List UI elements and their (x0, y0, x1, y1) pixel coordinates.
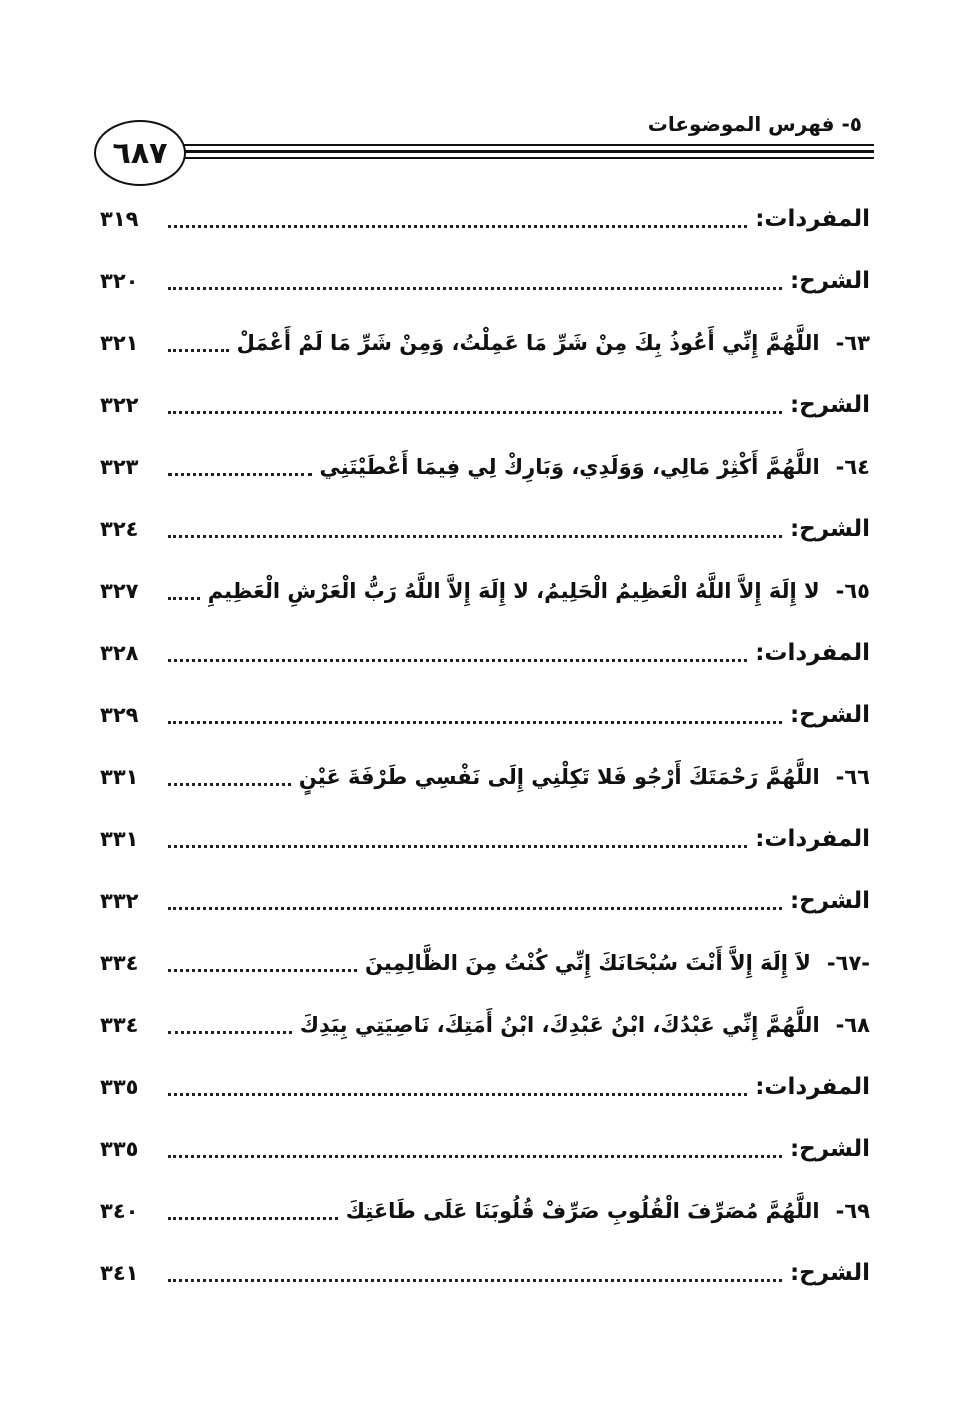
toc-entry-number: ٦٤- (835, 455, 870, 479)
toc-entry (100, 250, 870, 312)
toc-entry-number: ٦٩- (835, 1199, 870, 1223)
toc-page-number: ٣٣١ (100, 765, 139, 789)
toc-entry-label: اللَّهُمَّ إِنِّي أَعُوذُ بِكَ مِنْ شَرِّ مَا عَمِلْتُ، وَمِنْ شَرِّ مَا لَمْ أَعْمَلْ (236, 331, 820, 355)
toc-entry (100, 498, 870, 560)
page-number: ٦٨٧ (112, 135, 168, 171)
toc-entry-label: الشرح: (789, 1260, 870, 1286)
toc-entry-label: الشرح: (789, 1136, 870, 1162)
toc-entry (100, 436, 870, 498)
toc-entry-text (790, 268, 870, 294)
toc-page-number: ٣١٩ (100, 207, 139, 231)
toc-entry-label: المفردات: (755, 640, 870, 666)
toc-entry-text (320, 455, 870, 479)
dot-leader (168, 1079, 747, 1096)
toc-entry-text (755, 826, 870, 852)
header-rule (182, 144, 874, 146)
toc-entry (100, 622, 870, 684)
toc-entry (100, 870, 870, 932)
toc-entry-text (755, 1074, 870, 1100)
toc-entry (100, 312, 870, 374)
toc-entry-number: ٦٣- (835, 331, 870, 355)
toc-page-number: ٣٢٠ (100, 269, 139, 293)
toc-entry (100, 560, 870, 622)
toc-page-number: ٣٣١ (100, 827, 139, 851)
dot-leader (168, 521, 782, 538)
header-rule (182, 150, 874, 153)
toc-entry-text (790, 392, 870, 418)
toc-page-number: ٣٣٢ (100, 889, 139, 913)
dot-leader (168, 459, 312, 476)
header-title: ٥- فهرس الموضوعات (642, 112, 868, 136)
dot-leader (168, 1017, 292, 1034)
toc-page-number: ٣٢٢ (100, 393, 139, 417)
dot-leader (168, 1141, 782, 1158)
toc-entry (100, 994, 870, 1056)
dot-leader (168, 397, 782, 414)
table-of-contents (100, 188, 870, 1304)
toc-entry (100, 1118, 870, 1180)
toc-entry-number: ٦٨- (835, 1013, 870, 1037)
toc-entry-label: الشرح: (789, 392, 870, 418)
toc-entry-text (790, 1260, 870, 1286)
dot-leader (168, 1203, 338, 1220)
toc-page-number: ٣٢٧ (100, 579, 139, 603)
toc-entry-text (790, 1136, 870, 1162)
toc-entry-number: ٦٦- (835, 765, 870, 789)
toc-entry (100, 188, 870, 250)
dot-leader (168, 707, 782, 724)
toc-entry-label: الشرح: (789, 516, 870, 542)
toc-page-number: ٣٤٠ (100, 1199, 139, 1223)
dot-leader (168, 769, 291, 786)
dot-leader (168, 211, 747, 228)
toc-entry-label: المفردات: (755, 826, 870, 852)
page-header (94, 112, 874, 190)
toc-entry-label: الشرح: (789, 888, 870, 914)
toc-page-number: ٣٢١ (100, 331, 139, 355)
toc-page-number: ٣٢٤ (100, 517, 139, 541)
dot-leader (168, 645, 747, 662)
toc-entry (100, 684, 870, 746)
toc-entry (100, 746, 870, 808)
dot-leader (168, 831, 747, 848)
dot-leader (168, 335, 229, 352)
toc-entry-label: لاَ إِلَهَ إِلاَّ أَنْتَ سُبْحَانَكَ إِنِّي كُنْتُ مِنَ الظَّالِمِينَ (365, 951, 811, 975)
toc-entry-label: لا إِلَهَ إِلاَّ اللَّهُ الْعَظِيمُ الْحَلِيمُ، لا إِلَهَ إِلاَّ اللَّهُ رَبُّ الْعَرْشِ الْعَظِيمِ (207, 579, 820, 603)
toc-entry-label: اللَّهُمَّ مُصَرِّفَ الْقُلُوبِ صَرِّفْ قُلُوبَنَا عَلَى طَاعَتِكَ (345, 1199, 820, 1223)
toc-entry (100, 932, 870, 994)
dot-leader (168, 583, 200, 600)
toc-entry (100, 1180, 870, 1242)
header-rule (182, 157, 874, 159)
toc-entry-text (365, 951, 870, 975)
toc-page-number: ٣٣٤ (100, 1013, 139, 1037)
toc-entry-text (790, 702, 870, 728)
toc-page-number: ٣٢٩ (100, 703, 139, 727)
toc-entry-text (346, 1199, 870, 1223)
toc-page-number: ٣٣٥ (100, 1075, 139, 1099)
toc-entry-label: اللَّهُمَّ رَحْمَتَكَ أَرْجُو فَلا تَكِلْنِي إِلَى نَفْسِي طَرْفَةَ عَيْنٍ (298, 765, 820, 789)
toc-entry (100, 1242, 870, 1304)
toc-entry-text (790, 516, 870, 542)
toc-entry-text (790, 888, 870, 914)
toc-page-number: ٣٢٣ (100, 455, 139, 479)
toc-entry (100, 1056, 870, 1118)
toc-entry-label: المفردات: (755, 1074, 870, 1100)
toc-page-number: ٣٢٨ (100, 641, 139, 665)
page-number-oval (94, 120, 186, 186)
toc-entry-label: اللَّهُمَّ أَكْثِرْ مَالِي، وَوَلَدِي، وَبَارِكْ لِي فِيمَا أَعْطَيْتَنِي (319, 455, 820, 479)
toc-page-number: ٣٣٥ (100, 1137, 139, 1161)
toc-entry-text (300, 1013, 870, 1037)
toc-entry-label: المفردات: (755, 206, 870, 232)
toc-entry-text (237, 331, 870, 355)
toc-page-number: ٣٣٤ (100, 951, 139, 975)
toc-entry-number: -٦٧- (826, 951, 870, 975)
toc-entry-text (208, 579, 870, 603)
toc-entry-text (755, 640, 870, 666)
dot-leader (168, 955, 357, 972)
dot-leader (168, 273, 782, 290)
dot-leader (168, 893, 782, 910)
toc-entry-text (299, 765, 870, 789)
toc-entry-text (755, 206, 870, 232)
toc-entry-label: الشرح: (789, 268, 870, 294)
toc-entry-label: اللَّهُمَّ إِنِّي عَبْدُكَ، ابْنُ عَبْدِكَ، ابْنُ أَمَتِكَ، نَاصِيَتِي بِيَدِكَ (299, 1013, 820, 1037)
dot-leader (168, 1265, 782, 1282)
toc-page-number: ٣٤١ (100, 1261, 139, 1285)
toc-entry (100, 374, 870, 436)
toc-entry-number: ٦٥- (835, 579, 870, 603)
toc-entry-label: الشرح: (789, 702, 870, 728)
toc-entry (100, 808, 870, 870)
